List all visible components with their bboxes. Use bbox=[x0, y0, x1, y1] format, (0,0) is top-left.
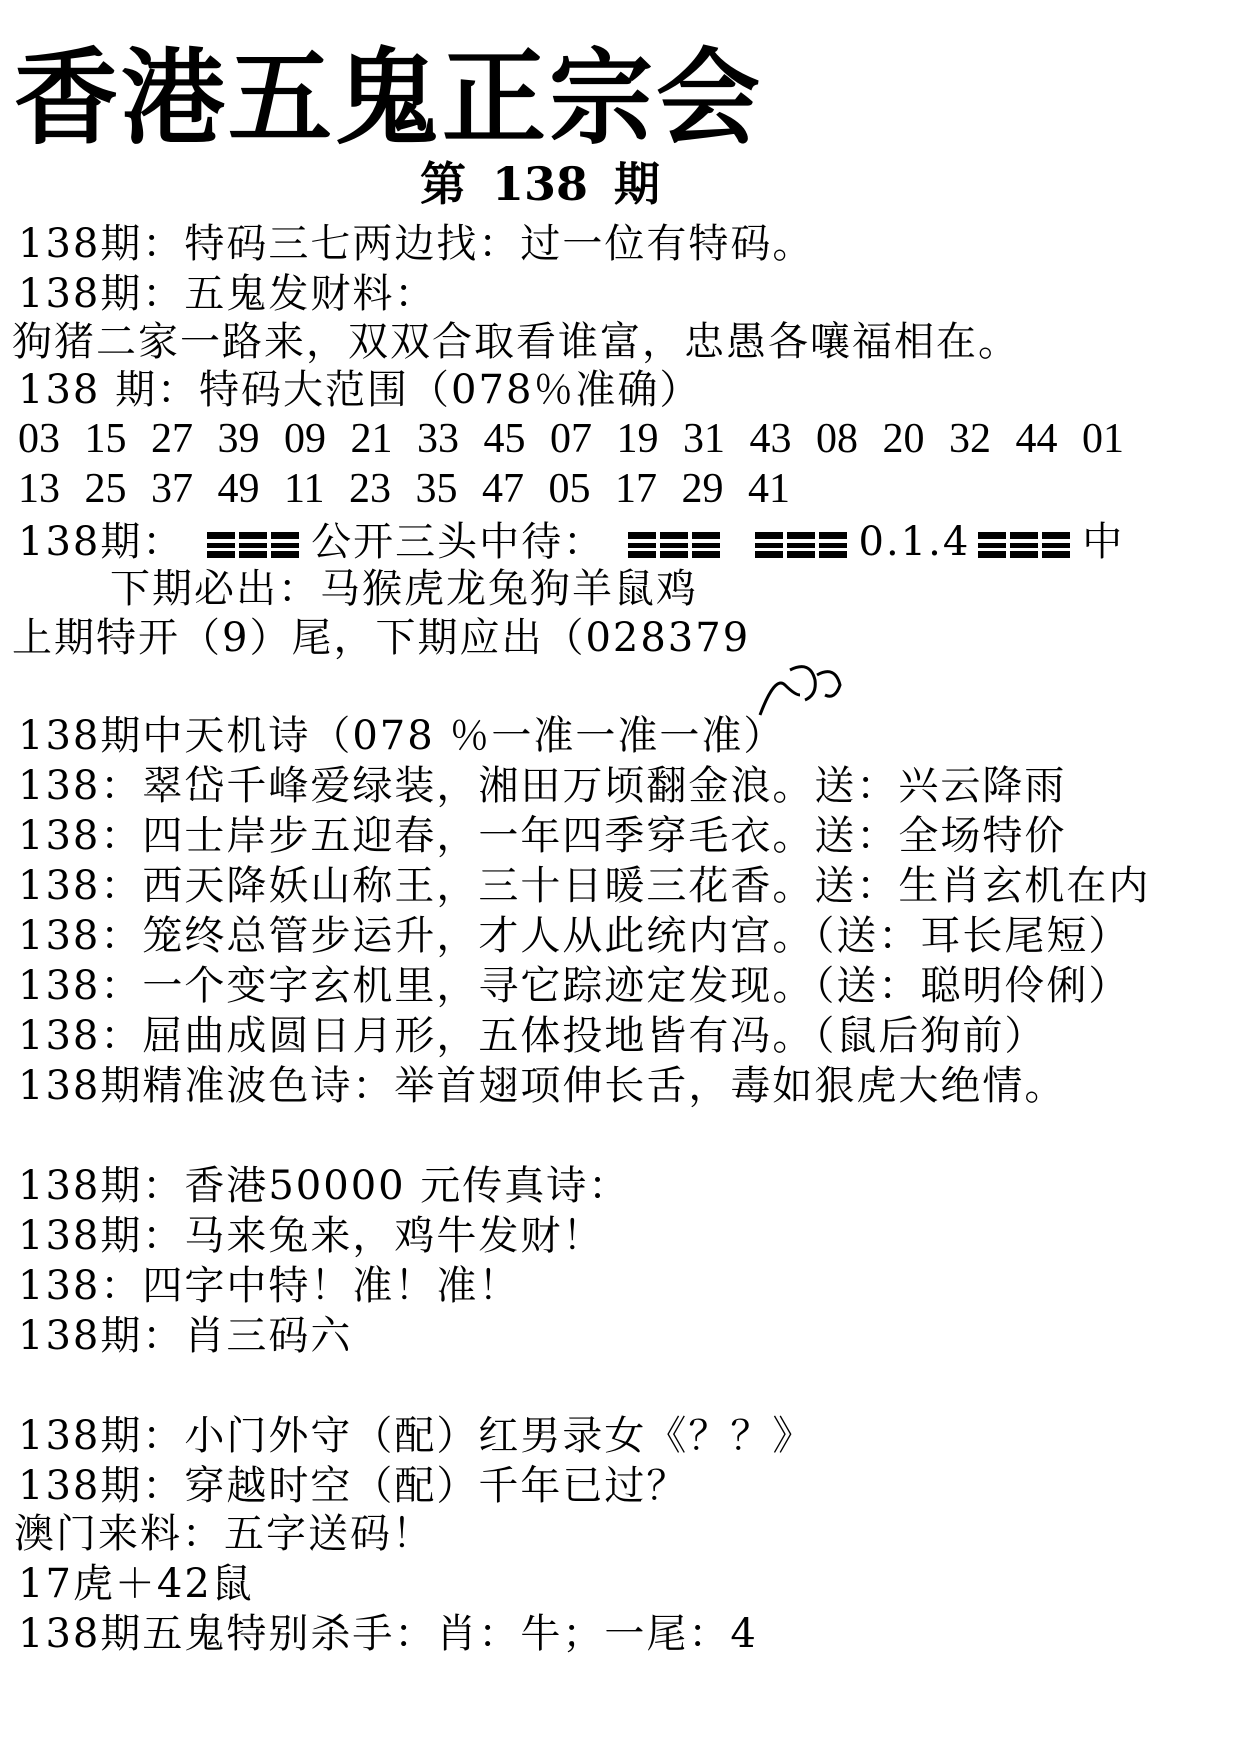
number-row-2: 13 25 37 49 11 23 35 47 05 17 29 41 bbox=[18, 466, 790, 512]
bar-group-1 bbox=[207, 518, 303, 566]
poem-line-1: 138：翠岱千峰爱绿装，湘田万顷翻金浪。送：兴云降雨 bbox=[18, 763, 1067, 809]
three-heads-suffix: 中 bbox=[1082, 519, 1125, 565]
bar-group-4 bbox=[978, 518, 1074, 566]
three-heads-prefix: 138期： bbox=[18, 519, 185, 565]
five-char-code: 17虎＋42鼠 bbox=[18, 1561, 254, 1607]
fax-poem-title: 138期：香港50000 元传真诗： bbox=[18, 1163, 631, 1209]
wave-color-poem: 138期精准波色诗：举首翅项伸长舌，毒如狠虎大绝情。 bbox=[18, 1063, 1067, 1109]
page-title: 香港五鬼正宗会 bbox=[14, 37, 764, 159]
issue-number: 第 138 期 bbox=[420, 157, 661, 211]
match-line-1: 138期：小门外守（配）红男录女《？？》 bbox=[18, 1413, 815, 1459]
line-three-heads bbox=[18, 518, 1124, 566]
line-riddle: 狗猪二家一路来，双双合取看谁富，忠愚各嚷福相在。 bbox=[12, 319, 1020, 365]
number-row-1: 03 15 27 39 09 21 33 45 07 19 31 43 08 20 32 44 01 bbox=[18, 416, 1124, 462]
match-line-2: 138期：穿越时空（配）千年已过？ bbox=[18, 1463, 689, 1509]
line-wealth-tip: 138期：五鬼发财料： bbox=[18, 271, 437, 317]
line-tail-hint: 上期特开（9）尾，下期应出（028379 bbox=[12, 615, 751, 661]
fax-poem-line-3: 138期：肖三码六 bbox=[18, 1313, 353, 1359]
bar-group-2 bbox=[628, 518, 724, 566]
poem-line-5: 138：一个变字玄机里，寻它踪迹定发现。（送：聪明伶俐） bbox=[18, 963, 1131, 1009]
line-range-title: 138 期：特码大范围（078％准确） bbox=[18, 367, 702, 413]
poem-title: 138期中天机诗（078 ％一准一准一准） bbox=[18, 713, 786, 759]
poem-line-6: 138：屈曲成圆日月形，五体投地皆有冯。（鼠后狗前） bbox=[18, 1013, 1047, 1059]
macau-source: 澳门来料：五字送码！ bbox=[14, 1511, 434, 1557]
poem-line-3: 138：西天降妖山称王，三十日暖三花香。送：生肖玄机在内 bbox=[18, 863, 1151, 909]
poem-line-4: 138：笼终总管步运升，才人从此统内宫。（送：耳长尾短） bbox=[18, 913, 1131, 959]
poem-line-2: 138：四士岸步五迎春，一年四季穿毛衣。送：全场特价 bbox=[18, 813, 1067, 859]
killer-line: 138期五鬼特别杀手：肖：牛；一尾：4 bbox=[18, 1611, 758, 1657]
three-heads-label: 公开三头中待： bbox=[311, 519, 606, 565]
fax-poem-line-1: 138期：马来兔来，鸡牛发财！ bbox=[18, 1213, 605, 1259]
three-heads-numbers: 0.1.4 bbox=[858, 519, 971, 565]
bar-group-3 bbox=[755, 518, 851, 566]
fax-poem-line-2: 138：四字中特！准！准！ bbox=[18, 1263, 521, 1309]
line-special-code: 138期：特码三七两边找：过一位有特码。 bbox=[18, 221, 815, 267]
line-next-zodiac: 下期必出：马猴虎龙兔狗羊鼠鸡 bbox=[110, 566, 698, 612]
